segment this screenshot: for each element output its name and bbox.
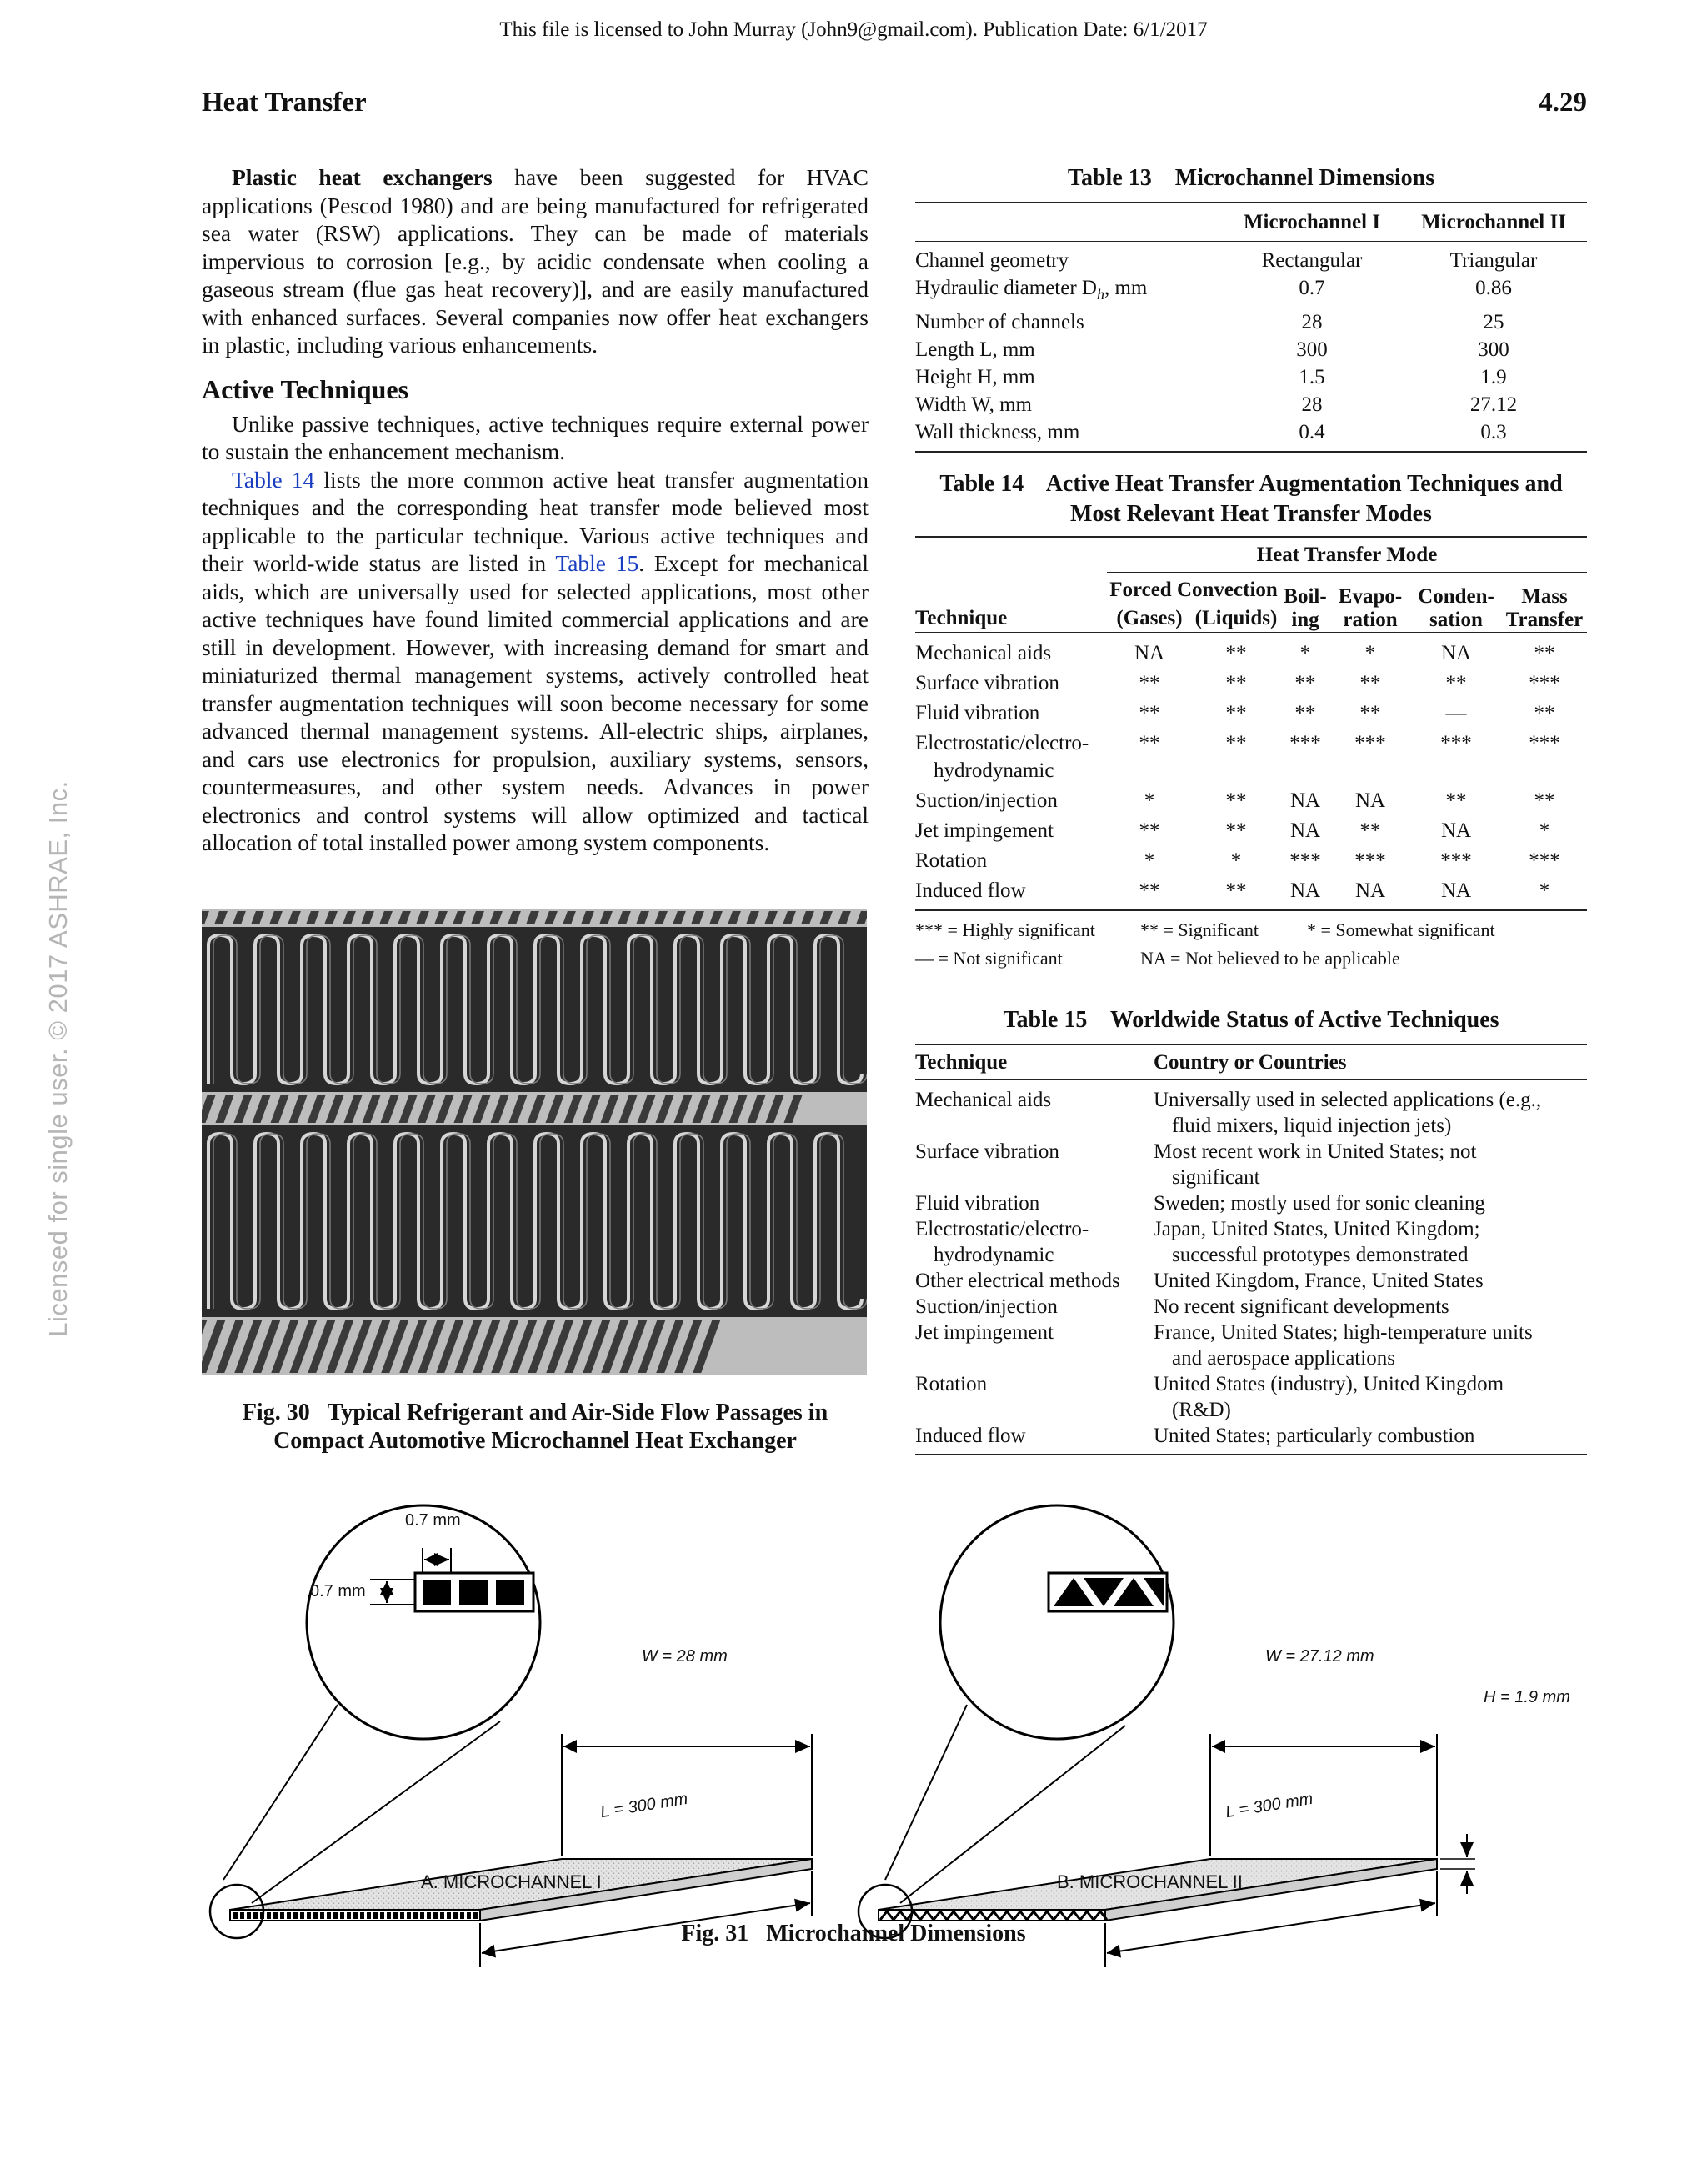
table15-row — [915, 1423, 1587, 1455]
table14-cell: ** — [1225, 672, 1247, 694]
table14-cell: * — [1144, 789, 1155, 812]
license-notice: This file is licensed to John Murray (John9@gmail.com). Publication Date: 6/1/2017 — [499, 18, 1208, 41]
table14-cell: NA — [1440, 819, 1472, 842]
table13-row — [915, 418, 1587, 452]
legend-not-significant: — = Not significant — [915, 948, 1063, 969]
table14-cell-technique: Rotation — [915, 849, 988, 872]
table14-cell: ** — [1294, 672, 1316, 694]
table14-forced-header: Forced Convection — [1107, 573, 1280, 604]
table14-cell: NA — [1289, 789, 1321, 812]
table15-cell-technique: Suction/injection — [915, 1295, 1058, 1318]
width-label-mc1: W = 28 mm — [642, 1647, 728, 1666]
table13-header-blank — [915, 203, 1224, 242]
table14-cell: ** — [1445, 789, 1467, 812]
table15-cell-country: United States (industry), United Kingdom (R&D) — [1154, 1373, 1504, 1421]
table14-header-row-1 — [915, 537, 1587, 573]
table14-cell: *** — [1529, 732, 1560, 754]
table14-cell: *** — [1440, 849, 1472, 872]
table14-cell: ** — [1225, 879, 1247, 902]
table13-grid — [915, 202, 1587, 453]
table13 — [915, 163, 1587, 453]
table14-row — [915, 697, 1587, 727]
microchannel-2-label: B. MICROCHANNEL II — [1057, 1871, 1243, 1892]
table14 — [915, 469, 1587, 973]
legend-not-applicable: NA = Not believed to be applicable — [1140, 948, 1400, 969]
table13-row — [915, 363, 1587, 391]
table15-cell-country: Sweden; mostly used for sonic cleaning — [1154, 1192, 1485, 1215]
table15-cell-country: France, United States; high-temperature units and aerospace applications — [1154, 1321, 1533, 1370]
table14-cell: *** — [1529, 849, 1560, 872]
table13-cell: 28 — [1301, 311, 1323, 333]
active-text-b: . Except for mechanical aids, which are universally used for selected applications, most other active techniques have found limited commercial applications and are still in development. However, with increasing demand for smart and miniaturized thermal management systems, actively controlled heat transfer augmentation techniques will soon become necessary for some advanced thermal management systems. All-electric ships, airplanes, and cars use electronics for propulsion, auxiliary systems, sensors, countermeasures, and other system needs. Advances in power electronics and control systems will allow optimized and tactical allocation of total installed power among system components. — [202, 550, 869, 855]
table15-header-row — [915, 1044, 1587, 1080]
table14-row — [915, 844, 1587, 874]
table14-cell: *** — [1289, 732, 1321, 754]
table13-row — [915, 274, 1587, 308]
table13-header-mc1: Microchannel I — [1243, 211, 1381, 233]
table14-row — [915, 784, 1587, 814]
height-label-mc2: H = 1.9 mm — [1484, 1688, 1570, 1706]
table15-cell-country: No recent significant developments — [1154, 1295, 1449, 1318]
table15-header-country: Country or Countries — [1154, 1044, 1587, 1080]
fig31-caption — [0, 1920, 1707, 1948]
table15-body — [915, 1080, 1587, 1455]
table14-cell: ** — [1225, 702, 1247, 724]
table15-cell-technique: Rotation — [915, 1373, 988, 1395]
table15-cell-country: United States; particularly combustion — [1154, 1425, 1475, 1447]
table13-cell-label: Length L, mm — [915, 338, 1035, 361]
table14-header-gases: (Gases) — [1116, 607, 1183, 629]
table13-cell: 0.4 — [1299, 421, 1325, 443]
table14-cell-technique: Fluid vibration — [915, 702, 1040, 724]
table13-cell-label: Hydraulic diameter $D_h$, mm — [915, 277, 1148, 303]
table14-row — [915, 814, 1587, 844]
table14-cell: * — [1364, 642, 1376, 664]
table14-header-condensation: Conden- sation — [1418, 585, 1494, 631]
fig31-caption-text: Microchannel Dimensions — [766, 1921, 1026, 1946]
table14-mode-header: Heat Transfer Mode — [1107, 537, 1587, 573]
table13-cell-label: Wall thickness, mm — [915, 421, 1080, 443]
table14-cell: NA — [1289, 879, 1321, 902]
table15-caption: Table 15 Worldwide Status of Active Techniques — [1003, 1007, 1499, 1033]
fig31-microchannel-dimensions-drawing — [0, 1480, 1707, 2063]
table14-cell: *** — [1289, 849, 1321, 872]
table14-cell: * — [1539, 819, 1550, 842]
table14-cell-technique: Electrostatic/electro- hydrodynamic — [915, 732, 1089, 782]
table14-cell: ** — [1139, 819, 1160, 842]
table15-cell-country: Most recent work in United States; not significant — [1154, 1140, 1477, 1189]
table14-cell: ** — [1225, 732, 1247, 754]
table14-header-mass-transfer: Mass Transfer — [1505, 585, 1584, 631]
table14-cell: * — [1299, 642, 1311, 664]
table15-cell-technique: Induced flow — [915, 1425, 1026, 1447]
table14-cell: NA — [1134, 642, 1165, 664]
table14-header-row-2 — [915, 573, 1587, 604]
table13-cell: 1.9 — [1480, 366, 1507, 388]
magnifier-circle — [940, 1505, 1174, 1739]
legend-highly: *** = Highly significant — [915, 919, 1095, 940]
table15-row — [915, 1080, 1587, 1140]
table14-cell: * — [1144, 849, 1155, 872]
table15-cell-country: Japan, United States, United Kingdom; successful prototypes demonstrated — [1154, 1218, 1480, 1266]
fig30-caption-number: Fig. 30 — [242, 1400, 310, 1425]
fig30-caption-line-2: Compact Automotive Microchannel Heat Exchanger — [273, 1428, 797, 1454]
plastic-paragraph — [202, 163, 869, 359]
active-paragraph-2 — [202, 466, 869, 857]
table14-caption-line-1: Table 14 Active Heat Transfer Augmentation Techniques and — [939, 471, 1563, 497]
table15-row — [915, 1320, 1587, 1371]
table14-row — [915, 633, 1587, 668]
table13-cell-label: Number of channels — [915, 311, 1084, 333]
table15-row — [915, 1371, 1587, 1423]
plastic-text: have been suggested for HVAC applications (Pescod 1980) and are being manufactured for refrigerated sea water (RSW) applications. They can be made of materials impervious to corrosion [e.g., by acidic condensate when cooling a gaseous stream (flue gas heat recovery)], and are easily manufactured with enhanced surfaces. Several companies now offer heat exchangers in plastic, including various enhancements. — [202, 164, 869, 358]
table15-header-technique: Technique — [915, 1044, 1154, 1080]
table14-cell: NA — [1354, 879, 1386, 902]
table14-cell: *** — [1354, 849, 1386, 872]
table14-cell: ** — [1359, 702, 1381, 724]
table13-cell: 27.12 — [1469, 393, 1518, 416]
dim-label-width: 0.7 mm — [405, 1511, 461, 1530]
table13-caption: Table 13 Microchannel Dimensions — [1067, 165, 1435, 191]
fig30-caption — [202, 1399, 869, 1455]
table14-cell-technique: Jet impingement — [915, 819, 1054, 842]
table14-grid — [915, 536, 1587, 911]
table13-cell: Rectangular — [1261, 249, 1363, 272]
table15-cell-technique: Fluid vibration — [915, 1192, 1040, 1215]
table13-cell: 0.86 — [1475, 277, 1512, 299]
table14-link[interactable]: Table 14 — [232, 466, 315, 493]
plastic-lead: Plastic heat exchangers — [232, 164, 493, 190]
table14-header-boiling: Boil- ing — [1284, 585, 1327, 631]
table14-cell: ** — [1139, 672, 1160, 694]
table14-cell: ** — [1359, 672, 1381, 694]
table14-cell: ** — [1445, 672, 1467, 694]
table14-cell: ** — [1294, 702, 1316, 724]
table14-body — [915, 633, 1587, 911]
section-heading-active: Active Techniques — [202, 373, 409, 404]
table14-cell: *** — [1354, 732, 1386, 754]
table13-cell-label: Width W, mm — [915, 393, 1032, 416]
microchannel-1-drawing — [0, 1480, 812, 2063]
table14-cell: ** — [1139, 732, 1160, 754]
table13-row — [915, 391, 1587, 418]
fig30-flow-passages-image — [202, 909, 867, 1375]
fig31 — [0, 1480, 1707, 2063]
microchannel-1-label: A. MICROCHANNEL I — [421, 1871, 602, 1892]
table14-caption-line-2: Most Relevant Heat Transfer Modes — [1070, 501, 1432, 527]
table14-cell: * — [1539, 879, 1550, 902]
width-label-mc2: W = 27.12 mm — [1265, 1647, 1374, 1666]
fig31-caption-number: Fig. 31 — [681, 1921, 749, 1946]
magnifier-circle — [307, 1505, 540, 1739]
table14-row — [915, 874, 1587, 910]
table14-cell-technique: Suction/injection — [915, 789, 1058, 812]
table14-cell: *** — [1440, 732, 1472, 754]
table14-cell: ** — [1534, 642, 1555, 664]
table14-cell: NA — [1354, 789, 1386, 812]
page-number: 4.29 — [1539, 88, 1587, 118]
legend-somewhat: * = Somewhat significant — [1307, 919, 1495, 940]
table14-cell: ** — [1534, 702, 1555, 724]
microchannel-2-drawing — [859, 1505, 1475, 1967]
table13-row — [915, 308, 1587, 336]
table13-row — [915, 336, 1587, 363]
table15-row — [915, 1294, 1587, 1320]
table15 — [915, 1005, 1587, 1455]
active-text-a: lists the more common active heat transfer augmentation techniques and the corresponding heat transfer mode believed most applicable to the particular technique. Various active techniques and their world-wide status are listed in — [202, 466, 869, 576]
table13-cell: 0.3 — [1480, 421, 1507, 443]
table14-legend — [915, 916, 1587, 973]
table14-row — [915, 727, 1587, 784]
table13-cell-label: Height H, mm — [915, 366, 1035, 388]
fig30-caption-line-1: Typical Refrigerant and Air-Side Flow Passages in — [327, 1400, 828, 1425]
table13-header-row — [915, 203, 1587, 242]
table15-link[interactable]: Table 15 — [555, 550, 639, 576]
table14-row — [915, 667, 1587, 697]
table13-row — [915, 242, 1587, 275]
table15-grid — [915, 1044, 1587, 1455]
table14-cell: ** — [1225, 642, 1247, 664]
table13-cell-label: Channel geometry — [915, 249, 1069, 272]
table14-cell: NA — [1440, 642, 1472, 664]
watermark: Licensed for single user. © 2017 ASHRAE, Inc. — [43, 780, 73, 1337]
table14-cell: ** — [1225, 789, 1247, 812]
table15-cell-technique: Other electrical methods — [915, 1270, 1120, 1292]
length-label-mc2: L = 300 mm — [1224, 1789, 1314, 1822]
running-title: Heat Transfer — [202, 88, 367, 118]
table14-header-technique: Technique — [915, 607, 1008, 629]
table13-cell: 300 — [1478, 338, 1509, 361]
left-column-text — [202, 163, 869, 857]
table14-cell: ** — [1225, 819, 1247, 842]
table14-cell: * — [1230, 849, 1242, 872]
table15-row — [915, 1139, 1587, 1190]
table15-cell-technique: Mechanical aids — [915, 1089, 1052, 1111]
table15-cell-technique: Jet impingement — [915, 1321, 1054, 1344]
table14-cell: NA — [1440, 879, 1472, 902]
table14-cell: — — [1445, 702, 1467, 724]
table14-cell: ** — [1139, 702, 1160, 724]
table14-cell-technique: Mechanical aids — [915, 642, 1052, 664]
table15-cell-technique: Surface vibration — [915, 1140, 1059, 1163]
table15-cell-country: United Kingdom, France, United States — [1154, 1270, 1484, 1292]
active-paragraph-1: Unlike passive techniques, active techniques require external power to sustain the enhancement mechanism. — [202, 410, 869, 464]
table15-cell-country: Universally used in selected applications (e.g., fluid mixers, liquid injection jets) — [1154, 1089, 1542, 1137]
table14-header-evaporation: Evapo- ration — [1338, 585, 1403, 631]
table15-row — [915, 1216, 1587, 1268]
table13-cell: 1.5 — [1299, 366, 1325, 388]
table13-header-mc2: Microchannel II — [1421, 211, 1566, 233]
fig30-photo — [202, 909, 867, 1375]
table13-cell: 25 — [1483, 311, 1504, 333]
table15-cell-technique: Electrostatic/electro- hydrodynamic — [915, 1218, 1089, 1266]
table13-cell: 0.7 — [1299, 277, 1325, 299]
table13-cell: 300 — [1296, 338, 1328, 361]
table13-cell: 28 — [1301, 393, 1323, 416]
table14-header-liquids: (Liquids) — [1194, 607, 1278, 629]
table14-cell: *** — [1529, 672, 1560, 694]
table14-cell: ** — [1534, 789, 1555, 812]
table14-cell: NA — [1289, 819, 1321, 842]
table14-cell: ** — [1359, 819, 1381, 842]
legend-significant: ** = Significant — [1140, 919, 1259, 940]
dim-label-height: 0.7 mm — [310, 1582, 366, 1600]
length-label-mc1: L = 300 mm — [598, 1789, 689, 1822]
table14-cell-technique: Induced flow — [915, 879, 1026, 902]
table13-cell: Triangular — [1449, 249, 1538, 272]
table14-cell: ** — [1139, 879, 1160, 902]
table14-cell-technique: Surface vibration — [915, 672, 1059, 694]
table15-row — [915, 1268, 1587, 1294]
table15-row — [915, 1190, 1587, 1216]
